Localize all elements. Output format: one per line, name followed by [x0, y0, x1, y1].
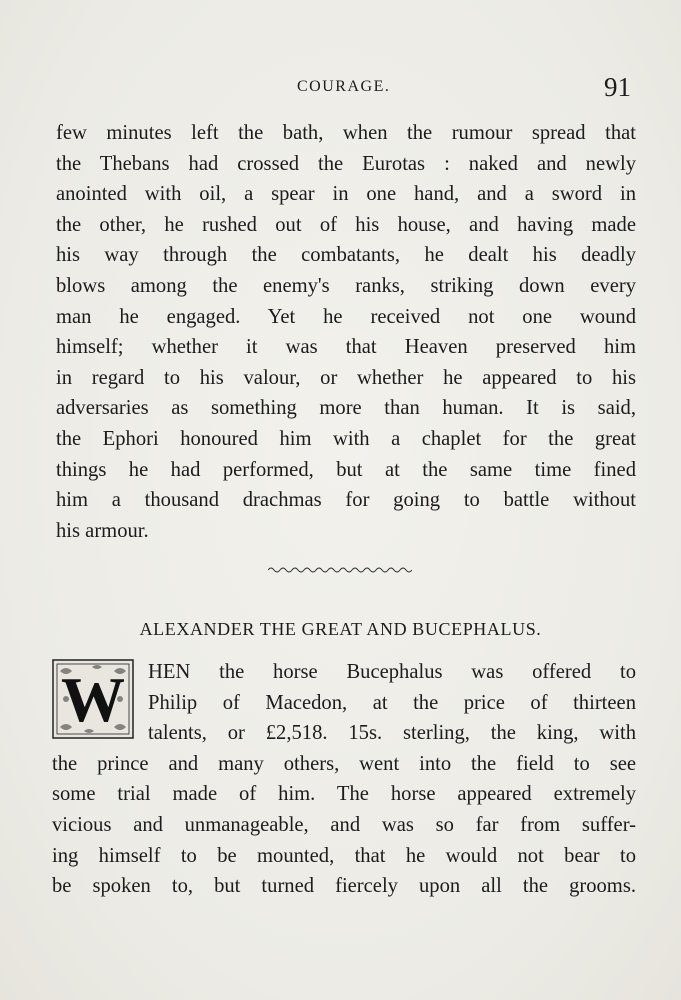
- text-line-last: his armour.: [56, 519, 149, 542]
- text-line: some trial made of him. The horse appeared extremely: [52, 783, 636, 806]
- paragraph-courage-continued: [56, 118, 636, 546]
- text-line: talents, or £2,518. 15s. sterling, the king, with: [148, 722, 636, 745]
- text-line: in regard to his valour, or whether he appeared to his: [56, 366, 636, 389]
- paragraph-bucephalus: [52, 657, 636, 902]
- drop-cap-letter: W: [61, 664, 125, 735]
- text-line: anointed with oil, a spear in one hand, and a sword in: [56, 183, 636, 206]
- text-line: ing himself to be mounted, that he would not bear to: [52, 844, 636, 867]
- wavy-rule-ornament: [268, 566, 412, 574]
- text-line: HEN the horse Bucephalus was offered to: [148, 661, 636, 683]
- text-line: adversaries as something more than human. It is said,: [56, 397, 636, 420]
- text-line: the prince and many others, went into the field to see: [52, 752, 636, 775]
- text-line: Philip of Macedon, at the price of thirteen: [148, 691, 636, 714]
- text-line: things he had performed, but at the same time fined: [56, 458, 636, 481]
- text-line: be spoken to, but turned fiercely upon all the grooms.: [52, 875, 636, 898]
- text-line: few minutes left the bath, when the rumour spread that: [56, 122, 636, 144]
- text-line: vicious and unmanageable, and was so far from suffer-: [52, 813, 636, 836]
- text-line: himself; whether it was that Heaven preserved him: [56, 336, 636, 359]
- text-line: the Ephori honoured him with a chaplet for the great: [56, 427, 636, 450]
- running-title: COURAGE.: [297, 78, 391, 95]
- section-heading: ALEXANDER THE GREAT AND BUCEPHALUS.: [139, 619, 542, 639]
- text-line: blows among the enemy's ranks, striking down every: [56, 274, 636, 297]
- running-head: [0, 72, 681, 112]
- text-line: him a thousand drachmas for going to battle without: [56, 489, 636, 512]
- text-line: man he engaged. Yet he received not one wound: [56, 305, 636, 328]
- text-line: the Thebans had crossed the Eurotas : naked and newly: [56, 152, 636, 175]
- text-line: the other, he rushed out of his house, and having made: [56, 213, 636, 236]
- text-line: his way through the combatants, he dealt his deadly: [56, 244, 636, 267]
- page-number: 91: [604, 72, 631, 102]
